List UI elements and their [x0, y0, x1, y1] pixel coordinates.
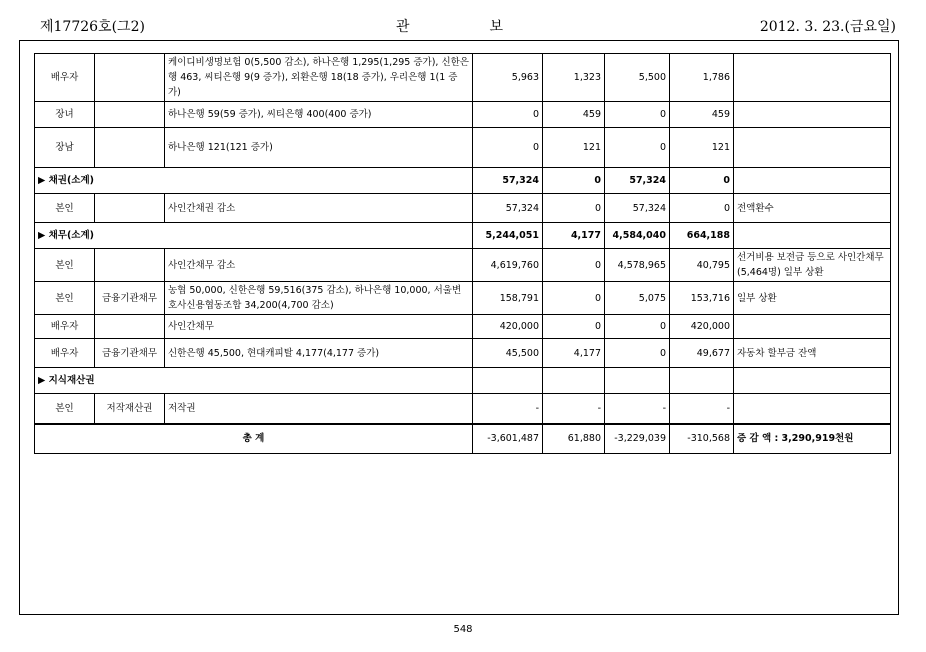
relation-cell: 본인 — [35, 282, 95, 315]
gazette-title — [396, 16, 505, 36]
total-prev: -3,601,487 — [473, 424, 543, 454]
title-char-1: 관 — [396, 19, 412, 35]
decrease-cell: 0 — [605, 339, 670, 368]
current-value-cell: 664,188 — [670, 223, 734, 249]
table-row — [35, 249, 891, 282]
decrease-cell: 57,324 — [605, 168, 670, 194]
prev-value-cell: 57,324 — [473, 194, 543, 223]
asset-type-cell: 금융기관채무 — [95, 339, 165, 368]
detail-cell: 하나은행 121(121 증가) — [165, 128, 473, 168]
relation-cell: 배우자 — [35, 54, 95, 102]
reason-cell — [734, 368, 891, 394]
relation-cell: 본인 — [35, 194, 95, 223]
relation-cell: 장남 — [35, 128, 95, 168]
section-label: ▶ 채권(소계) — [35, 168, 473, 194]
increase-cell — [543, 368, 605, 394]
increase-cell: 4,177 — [543, 339, 605, 368]
issue-number: 제17726호(그2) — [40, 19, 145, 35]
section-row — [35, 368, 891, 394]
prev-value-cell: 420,000 — [473, 315, 543, 339]
detail-cell: 신한은행 45,500, 현대캐피탈 4,177(4,177 증가) — [165, 339, 473, 368]
asset-type-cell — [95, 54, 165, 102]
prev-value-cell: 158,791 — [473, 282, 543, 315]
detail-cell: 농협 50,000, 신한은행 59,516(375 감소), 하나은행 10,000, 서울변호사신용협동조합 34,200(4,700 감소) — [165, 282, 473, 315]
increase-cell: 459 — [543, 102, 605, 128]
decrease-cell: 0 — [605, 128, 670, 168]
table-row — [35, 282, 891, 315]
current-value-cell: 121 — [670, 128, 734, 168]
current-value-cell: 459 — [670, 102, 734, 128]
asset-type-cell — [95, 315, 165, 339]
current-value-cell: 49,677 — [670, 339, 734, 368]
decrease-cell: 4,578,965 — [605, 249, 670, 282]
increase-cell: - — [543, 394, 605, 424]
table-body — [35, 54, 891, 424]
page-number: 548 — [453, 624, 473, 635]
detail-cell: 하나은행 59(59 증가), 씨티은행 400(400 증가) — [165, 102, 473, 128]
asset-change-table — [34, 53, 891, 454]
total-dec: -3,229,039 — [605, 424, 670, 454]
increase-cell: 0 — [543, 168, 605, 194]
reason-cell — [734, 394, 891, 424]
relation-cell: 본인 — [35, 249, 95, 282]
increase-cell: 0 — [543, 315, 605, 339]
section-label: ▶ 채무(소계) — [35, 223, 473, 249]
table-row — [35, 194, 891, 223]
current-value-cell: 420,000 — [670, 315, 734, 339]
total-reason: 증 감 액 : 3,290,919천원 — [734, 424, 891, 454]
table-row — [35, 128, 891, 168]
reason-cell — [734, 54, 891, 102]
detail-cell: 사인간채무 감소 — [165, 249, 473, 282]
asset-type-cell: 금융기관채무 — [95, 282, 165, 315]
title-char-2: 보 — [489, 19, 506, 35]
current-value-cell: 40,795 — [670, 249, 734, 282]
reason-cell — [734, 102, 891, 128]
table-row — [35, 315, 891, 339]
increase-cell: 0 — [543, 282, 605, 315]
prev-value-cell: 0 — [473, 128, 543, 168]
prev-value-cell — [473, 368, 543, 394]
reason-cell — [734, 315, 891, 339]
current-value-cell: 0 — [670, 168, 734, 194]
decrease-cell — [605, 368, 670, 394]
total-cur: -310,568 — [670, 424, 734, 454]
reason-cell — [734, 223, 891, 249]
current-value-cell: 0 — [670, 194, 734, 223]
total-inc: 61,880 — [543, 424, 605, 454]
decrease-cell: 4,584,040 — [605, 223, 670, 249]
asset-type-cell: 저작재산권 — [95, 394, 165, 424]
current-value-cell: 153,716 — [670, 282, 734, 315]
decrease-cell: 0 — [605, 315, 670, 339]
increase-cell: 4,177 — [543, 223, 605, 249]
table-row — [35, 394, 891, 424]
relation-cell: 본인 — [35, 394, 95, 424]
section-label: ▶ 지식재산권 — [35, 368, 473, 394]
table-row — [35, 54, 891, 102]
relation-cell: 장녀 — [35, 102, 95, 128]
table-row — [35, 102, 891, 128]
total-row — [35, 424, 891, 454]
section-row — [35, 168, 891, 194]
reason-cell: 자동차 할부금 잔액 — [734, 339, 891, 368]
current-value-cell: - — [670, 394, 734, 424]
current-value-cell: 1,786 — [670, 54, 734, 102]
detail-cell: 사인간채무 — [165, 315, 473, 339]
prev-value-cell: - — [473, 394, 543, 424]
table-row — [35, 339, 891, 368]
relation-cell: 배우자 — [35, 339, 95, 368]
detail-cell: 케이디비생명보험 0(5,500 감소), 하나은행 1,295(1,295 증가), 신한은행 463, 씨티은행 9(9 증가), 외환은행 18(18 증가), 우리은행 1(1 증가) — [165, 54, 473, 102]
prev-value-cell: 5,963 — [473, 54, 543, 102]
prev-value-cell: 57,324 — [473, 168, 543, 194]
asset-type-cell — [95, 194, 165, 223]
relation-cell: 배우자 — [35, 315, 95, 339]
issue-date: 2012. 3. 23.(금요일) — [759, 19, 896, 35]
increase-cell: 0 — [543, 194, 605, 223]
increase-cell: 121 — [543, 128, 605, 168]
section-row — [35, 223, 891, 249]
reason-cell: 선거비용 보전금 등으로 사인간채무(5,464명) 일부 상환 — [734, 249, 891, 282]
decrease-cell: 5,075 — [605, 282, 670, 315]
total-label: 총 계 — [35, 424, 473, 454]
increase-cell: 0 — [543, 249, 605, 282]
prev-value-cell: 4,619,760 — [473, 249, 543, 282]
reason-cell — [734, 128, 891, 168]
reason-cell: 일부 상환 — [734, 282, 891, 315]
prev-value-cell: 45,500 — [473, 339, 543, 368]
prev-value-cell: 5,244,051 — [473, 223, 543, 249]
detail-cell: 사인간채권 감소 — [165, 194, 473, 223]
asset-type-cell — [95, 102, 165, 128]
asset-type-cell — [95, 128, 165, 168]
reason-cell — [734, 168, 891, 194]
current-value-cell — [670, 368, 734, 394]
decrease-cell: 5,500 — [605, 54, 670, 102]
decrease-cell: - — [605, 394, 670, 424]
detail-cell: 저작권 — [165, 394, 473, 424]
prev-value-cell: 0 — [473, 102, 543, 128]
increase-cell: 1,323 — [543, 54, 605, 102]
asset-type-cell — [95, 249, 165, 282]
decrease-cell: 57,324 — [605, 194, 670, 223]
decrease-cell: 0 — [605, 102, 670, 128]
reason-cell: 전액환수 — [734, 194, 891, 223]
